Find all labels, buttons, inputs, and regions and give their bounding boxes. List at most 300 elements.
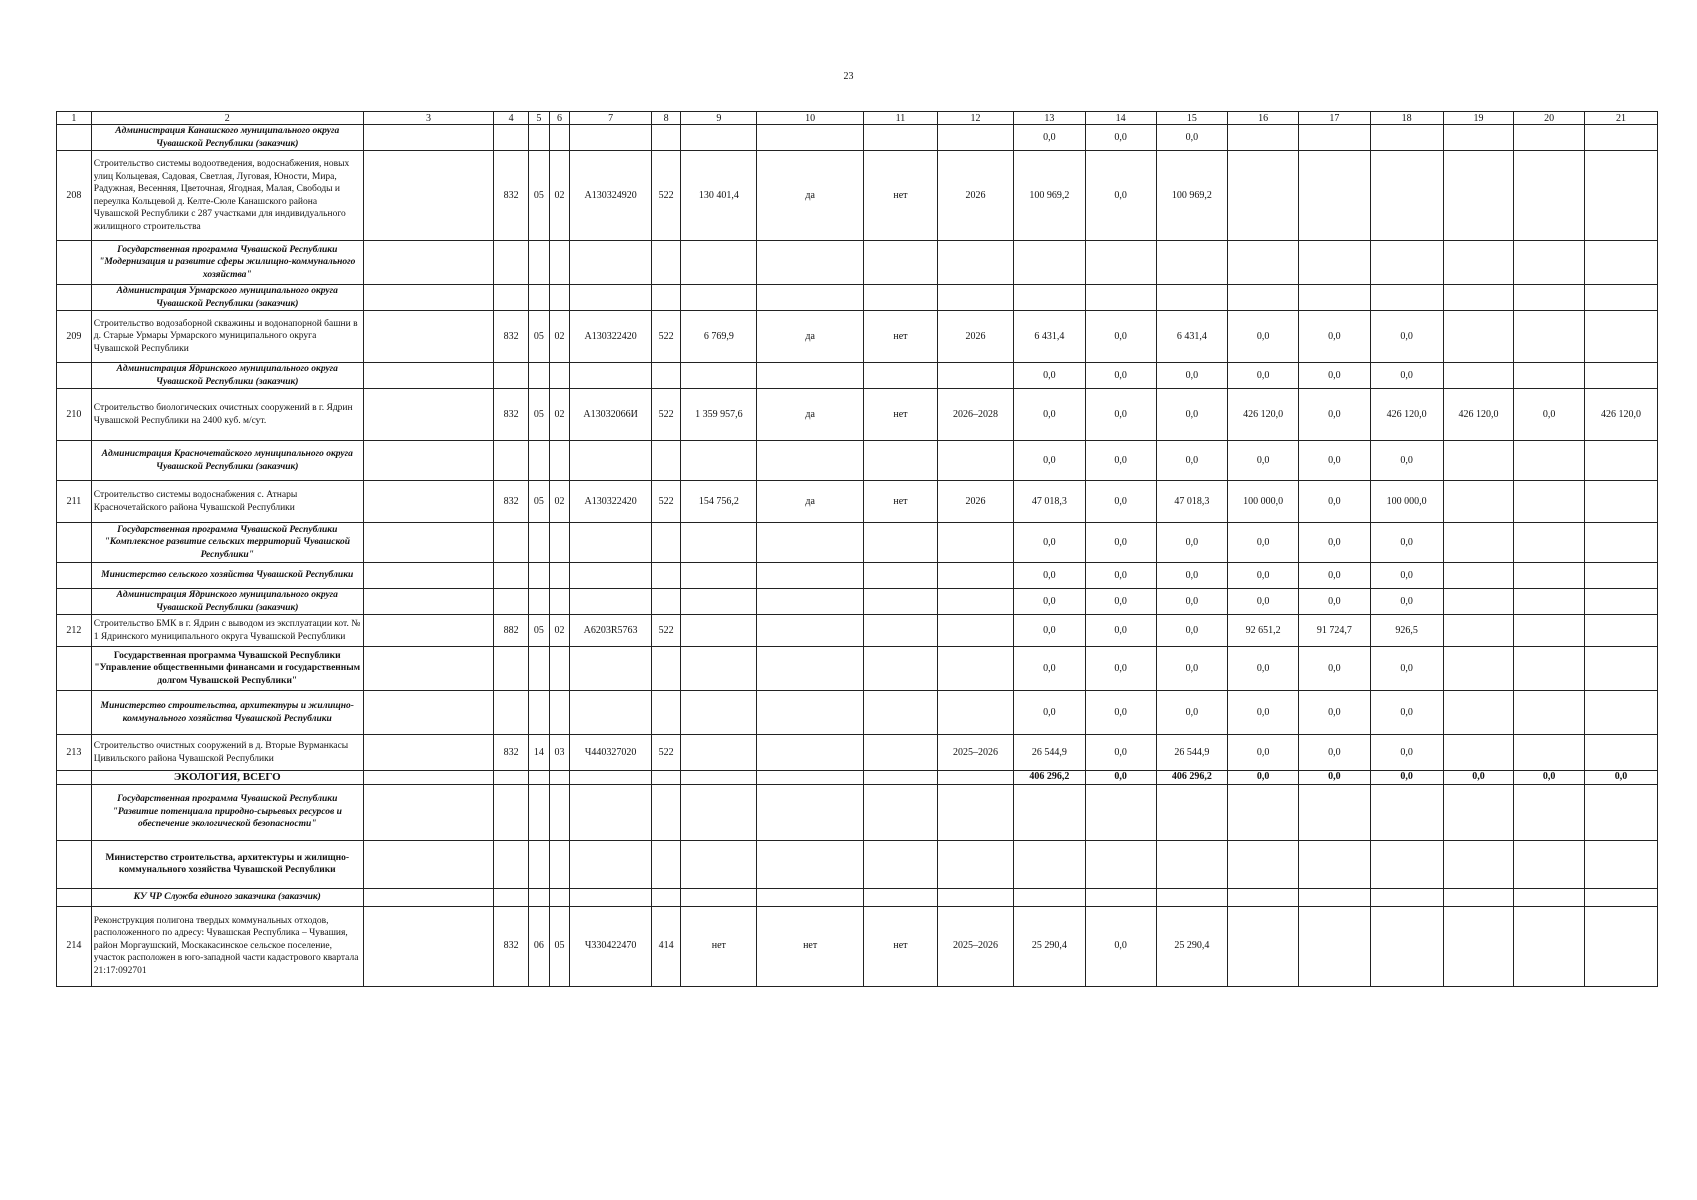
empty-cell	[757, 647, 864, 691]
empty-cell	[863, 888, 937, 906]
value-col-14: 0,0	[1085, 363, 1156, 389]
value-col-16: 0,0	[1228, 563, 1299, 589]
group-label: Государственная программа Чувашской Республики "Комплексное развитие сельских территорий Чувашской Республики"	[91, 523, 363, 563]
cell-c6: 02	[549, 615, 570, 647]
table-row	[57, 784, 1658, 840]
column-number-1: 1	[57, 112, 92, 125]
cell-c8: 522	[651, 735, 680, 771]
empty-cell	[494, 589, 529, 615]
value-col-18	[1370, 125, 1443, 151]
value-col-14: 0,0	[1085, 389, 1156, 441]
value-col-17: 0,0	[1298, 735, 1370, 771]
column-number-19: 19	[1443, 112, 1514, 125]
value-col-21	[1584, 906, 1657, 986]
value-col-15: 100 969,2	[1156, 151, 1228, 241]
table-row	[57, 285, 1658, 311]
empty-cell	[863, 523, 937, 563]
empty-cell	[570, 691, 652, 735]
row-number	[57, 771, 92, 785]
row-number: 212	[57, 615, 92, 647]
empty-cell	[494, 523, 529, 563]
empty-cell	[529, 125, 550, 151]
empty-cell	[863, 771, 937, 785]
row-number	[57, 241, 92, 285]
cell-c4: 832	[494, 311, 529, 363]
cell-c12: 2026–2028	[937, 389, 1013, 441]
column-number-10: 10	[757, 112, 864, 125]
object-name: Строительство водозаборной скважины и водонапорной башни в д. Старые Урмары Урмарского муниципального округа Чувашской Республики	[91, 311, 363, 363]
empty-cell	[363, 523, 494, 563]
value-col-20: 0,0	[1514, 771, 1585, 785]
row-number	[57, 647, 92, 691]
value-col-14: 0,0	[1085, 441, 1156, 481]
table-row	[57, 311, 1658, 363]
empty-cell	[757, 840, 864, 888]
empty-cell	[529, 523, 550, 563]
cell-c12	[937, 615, 1013, 647]
value-col-15: 6 431,4	[1156, 311, 1228, 363]
empty-cell	[570, 840, 652, 888]
column-number-2: 2	[91, 112, 363, 125]
column-number-8: 8	[651, 112, 680, 125]
value-col-21	[1584, 647, 1657, 691]
empty-cell	[651, 840, 680, 888]
object-name: Строительство очистных сооружений в д. Вторые Вурманкасы Цивильского района Чувашской Республики	[91, 735, 363, 771]
cell-c4: 832	[494, 389, 529, 441]
row-number: 209	[57, 311, 92, 363]
empty-cell	[363, 589, 494, 615]
value-col-17: 0,0	[1298, 589, 1370, 615]
cell-c5: 14	[529, 735, 550, 771]
row-number	[57, 523, 92, 563]
empty-cell	[529, 771, 550, 785]
empty-cell	[570, 563, 652, 589]
value-col-21	[1584, 311, 1657, 363]
value-col-18	[1370, 285, 1443, 311]
page-number: 23	[843, 71, 854, 82]
value-col-13	[1014, 285, 1086, 311]
value-col-13: 0,0	[1014, 523, 1086, 563]
group-label: Администрация Красночетайского муниципального округа Чувашской Республики (заказчик)	[91, 441, 363, 481]
value-col-18	[1370, 151, 1443, 241]
empty-cell	[757, 285, 864, 311]
empty-cell	[937, 691, 1013, 735]
empty-cell	[570, 125, 652, 151]
value-col-21	[1584, 589, 1657, 615]
value-col-21	[1584, 784, 1657, 840]
value-col-17	[1298, 784, 1370, 840]
empty-cell	[937, 771, 1013, 785]
empty-cell	[937, 563, 1013, 589]
empty-cell	[363, 363, 494, 389]
value-col-15: 0,0	[1156, 363, 1228, 389]
value-col-18: 0,0	[1370, 771, 1443, 785]
empty-cell	[549, 589, 570, 615]
group-label: Администрация Ядринского муниципального округа Чувашской Республики (заказчик)	[91, 589, 363, 615]
value-col-13	[1014, 840, 1086, 888]
table-row	[57, 906, 1658, 986]
value-col-19	[1443, 125, 1514, 151]
empty-cell	[757, 691, 864, 735]
empty-cell	[549, 241, 570, 285]
value-col-21	[1584, 441, 1657, 481]
cell-c10: да	[757, 151, 864, 241]
empty-cell	[363, 784, 494, 840]
row-number: 214	[57, 906, 92, 986]
table-row	[57, 389, 1658, 441]
value-col-16	[1228, 241, 1299, 285]
investment-objects-table	[56, 111, 1658, 987]
cell-c4: 882	[494, 615, 529, 647]
cell-c9: нет	[681, 906, 757, 986]
table-row	[57, 735, 1658, 771]
empty-cell	[363, 481, 494, 523]
value-col-15	[1156, 285, 1228, 311]
empty-cell	[363, 151, 494, 241]
value-col-13: 0,0	[1014, 441, 1086, 481]
group-label: Администрация Ядринского муниципального округа Чувашской Республики (заказчик)	[91, 363, 363, 389]
empty-cell	[681, 589, 757, 615]
empty-cell	[363, 615, 494, 647]
column-number-21: 21	[1584, 112, 1657, 125]
empty-cell	[549, 523, 570, 563]
value-col-14	[1085, 888, 1156, 906]
value-col-18: 426 120,0	[1370, 389, 1443, 441]
value-col-16	[1228, 285, 1299, 311]
value-col-21	[1584, 523, 1657, 563]
empty-cell	[757, 125, 864, 151]
empty-cell	[363, 125, 494, 151]
cell-c4: 832	[494, 735, 529, 771]
value-col-16: 0,0	[1228, 441, 1299, 481]
empty-cell	[494, 691, 529, 735]
value-col-19	[1443, 840, 1514, 888]
value-col-17	[1298, 285, 1370, 311]
empty-cell	[863, 363, 937, 389]
empty-cell	[757, 241, 864, 285]
value-col-17: 0,0	[1298, 647, 1370, 691]
cell-c8: 522	[651, 151, 680, 241]
row-number	[57, 888, 92, 906]
cell-c9	[681, 735, 757, 771]
value-col-19	[1443, 563, 1514, 589]
empty-cell	[937, 840, 1013, 888]
value-col-18: 0,0	[1370, 363, 1443, 389]
value-col-18: 100 000,0	[1370, 481, 1443, 523]
cell-c11: нет	[863, 389, 937, 441]
empty-cell	[494, 888, 529, 906]
value-col-19	[1443, 784, 1514, 840]
value-col-17	[1298, 840, 1370, 888]
group-label: Государственная программа Чувашской Республики "Развитие потенциала природно-сырьевых ресурсов и обеспечение экологической безопасности"	[91, 784, 363, 840]
value-col-14: 0,0	[1085, 615, 1156, 647]
value-col-15: 406 296,2	[1156, 771, 1228, 785]
empty-cell	[937, 589, 1013, 615]
empty-cell	[494, 363, 529, 389]
value-col-19	[1443, 311, 1514, 363]
row-number	[57, 363, 92, 389]
value-col-14: 0,0	[1085, 906, 1156, 986]
empty-cell	[681, 363, 757, 389]
empty-cell	[651, 125, 680, 151]
table-row	[57, 563, 1658, 589]
value-col-17: 0,0	[1298, 563, 1370, 589]
value-col-15	[1156, 888, 1228, 906]
empty-cell	[549, 285, 570, 311]
cell-c9	[681, 615, 757, 647]
value-col-13: 0,0	[1014, 563, 1086, 589]
empty-cell	[570, 285, 652, 311]
value-col-21	[1584, 563, 1657, 589]
value-col-16: 100 000,0	[1228, 481, 1299, 523]
value-col-20	[1514, 523, 1585, 563]
empty-cell	[937, 125, 1013, 151]
value-col-21	[1584, 241, 1657, 285]
cell-c7: А130322420	[570, 311, 652, 363]
empty-cell	[549, 784, 570, 840]
empty-cell	[651, 888, 680, 906]
value-col-17	[1298, 241, 1370, 285]
cell-c10	[757, 735, 864, 771]
value-col-13	[1014, 241, 1086, 285]
value-col-15: 0,0	[1156, 691, 1228, 735]
empty-cell	[549, 840, 570, 888]
value-col-14: 0,0	[1085, 523, 1156, 563]
cell-c7: А130324920	[570, 151, 652, 241]
empty-cell	[549, 125, 570, 151]
value-col-21	[1584, 363, 1657, 389]
cell-c5: 05	[529, 389, 550, 441]
empty-cell	[681, 888, 757, 906]
empty-cell	[937, 363, 1013, 389]
cell-c7: Ч330422470	[570, 906, 652, 986]
table-row	[57, 363, 1658, 389]
value-col-20	[1514, 441, 1585, 481]
value-col-20	[1514, 151, 1585, 241]
empty-cell	[363, 840, 494, 888]
value-col-21	[1584, 285, 1657, 311]
empty-cell	[570, 771, 652, 785]
value-col-13: 0,0	[1014, 389, 1086, 441]
value-col-16	[1228, 784, 1299, 840]
value-col-15	[1156, 840, 1228, 888]
empty-cell	[363, 285, 494, 311]
value-col-14	[1085, 784, 1156, 840]
empty-cell	[549, 441, 570, 481]
row-number	[57, 840, 92, 888]
empty-cell	[529, 784, 550, 840]
value-col-18	[1370, 888, 1443, 906]
value-col-20	[1514, 735, 1585, 771]
value-col-13	[1014, 888, 1086, 906]
empty-cell	[681, 840, 757, 888]
empty-cell	[363, 389, 494, 441]
empty-cell	[681, 563, 757, 589]
cell-c6: 03	[549, 735, 570, 771]
cell-c11	[863, 735, 937, 771]
empty-cell	[363, 241, 494, 285]
empty-cell	[529, 840, 550, 888]
group-label: Министерство строительства, архитектуры и жилищно-коммунального хозяйства Чувашской Республики	[91, 691, 363, 735]
empty-cell	[681, 125, 757, 151]
empty-cell	[937, 241, 1013, 285]
value-col-21	[1584, 840, 1657, 888]
value-col-13: 25 290,4	[1014, 906, 1086, 986]
cell-c10	[757, 615, 864, 647]
cell-c8: 522	[651, 481, 680, 523]
object-name: Строительство БМК в г. Ядрин с выводом из эксплуатации кот. № 1 Ядринского муниципального округа Чувашской Республики	[91, 615, 363, 647]
empty-cell	[937, 647, 1013, 691]
empty-cell	[757, 363, 864, 389]
value-col-20	[1514, 285, 1585, 311]
empty-cell	[363, 735, 494, 771]
value-col-18: 0,0	[1370, 441, 1443, 481]
value-col-14: 0,0	[1085, 691, 1156, 735]
object-name: Строительство системы водоснабжения с. Атнары Красночетайского района Чувашской Республики	[91, 481, 363, 523]
value-col-20	[1514, 481, 1585, 523]
cell-c5: 05	[529, 615, 550, 647]
value-col-15	[1156, 241, 1228, 285]
cell-c7: Ч440327020	[570, 735, 652, 771]
group-label: Государственная программа Чувашской Республики "Модернизация и развитие сферы жилищно-коммунального хозяйства"	[91, 241, 363, 285]
column-number-20: 20	[1514, 112, 1585, 125]
row-number	[57, 563, 92, 589]
cell-c12: 2026	[937, 151, 1013, 241]
table-row	[57, 151, 1658, 241]
cell-c7: А130322420	[570, 481, 652, 523]
value-col-19	[1443, 589, 1514, 615]
value-col-20	[1514, 906, 1585, 986]
value-col-18: 0,0	[1370, 735, 1443, 771]
empty-cell	[549, 563, 570, 589]
value-col-16: 0,0	[1228, 771, 1299, 785]
value-col-21	[1584, 151, 1657, 241]
cell-c9: 130 401,4	[681, 151, 757, 241]
empty-cell	[681, 285, 757, 311]
value-col-15: 0,0	[1156, 389, 1228, 441]
cell-c10: нет	[757, 906, 864, 986]
table-row	[57, 647, 1658, 691]
empty-cell	[494, 647, 529, 691]
value-col-20	[1514, 691, 1585, 735]
cell-c9: 154 756,2	[681, 481, 757, 523]
value-col-16: 0,0	[1228, 311, 1299, 363]
column-number-14: 14	[1085, 112, 1156, 125]
empty-cell	[757, 888, 864, 906]
group-label: Администрация Урмарского муниципального округа Чувашской Республики (заказчик)	[91, 285, 363, 311]
column-number-5: 5	[529, 112, 550, 125]
value-col-17: 0,0	[1298, 523, 1370, 563]
value-col-18: 0,0	[1370, 563, 1443, 589]
empty-cell	[570, 241, 652, 285]
value-col-18	[1370, 784, 1443, 840]
value-col-18	[1370, 906, 1443, 986]
empty-cell	[494, 285, 529, 311]
value-col-14	[1085, 840, 1156, 888]
value-col-20	[1514, 311, 1585, 363]
empty-cell	[494, 125, 529, 151]
value-col-17	[1298, 906, 1370, 986]
empty-cell	[937, 888, 1013, 906]
table-row	[57, 481, 1658, 523]
column-number-4: 4	[494, 112, 529, 125]
value-col-18: 926,5	[1370, 615, 1443, 647]
table-row	[57, 441, 1658, 481]
row-number	[57, 285, 92, 311]
column-number-17: 17	[1298, 112, 1370, 125]
table-row	[57, 589, 1658, 615]
value-col-18: 0,0	[1370, 523, 1443, 563]
cell-c6: 02	[549, 311, 570, 363]
value-col-13: 0,0	[1014, 125, 1086, 151]
empty-cell	[651, 363, 680, 389]
empty-cell	[494, 241, 529, 285]
row-number	[57, 589, 92, 615]
cell-c4: 832	[494, 481, 529, 523]
column-number-15: 15	[1156, 112, 1228, 125]
empty-cell	[757, 441, 864, 481]
empty-cell	[529, 441, 550, 481]
empty-cell	[757, 563, 864, 589]
value-col-19	[1443, 523, 1514, 563]
empty-cell	[757, 589, 864, 615]
empty-cell	[363, 691, 494, 735]
column-number-row	[57, 112, 1658, 125]
table-row	[57, 241, 1658, 285]
value-col-13: 100 969,2	[1014, 151, 1086, 241]
empty-cell	[363, 771, 494, 785]
value-col-19	[1443, 151, 1514, 241]
cell-c10: да	[757, 389, 864, 441]
value-col-14: 0,0	[1085, 563, 1156, 589]
empty-cell	[651, 441, 680, 481]
empty-cell	[937, 285, 1013, 311]
value-col-18: 0,0	[1370, 311, 1443, 363]
empty-cell	[651, 523, 680, 563]
value-col-16	[1228, 888, 1299, 906]
cell-c7: А6203R5763	[570, 615, 652, 647]
empty-cell	[937, 523, 1013, 563]
value-col-15: 0,0	[1156, 523, 1228, 563]
empty-cell	[757, 784, 864, 840]
column-number-13: 13	[1014, 112, 1086, 125]
empty-cell	[651, 241, 680, 285]
value-col-20	[1514, 241, 1585, 285]
value-col-13: 47 018,3	[1014, 481, 1086, 523]
value-col-19	[1443, 647, 1514, 691]
empty-cell	[494, 441, 529, 481]
value-col-15	[1156, 784, 1228, 840]
empty-cell	[529, 589, 550, 615]
empty-cell	[651, 563, 680, 589]
value-col-13: 406 296,2	[1014, 771, 1086, 785]
column-number-18: 18	[1370, 112, 1443, 125]
value-col-16	[1228, 125, 1299, 151]
cell-c10: да	[757, 311, 864, 363]
empty-cell	[651, 589, 680, 615]
value-col-19	[1443, 285, 1514, 311]
column-number-6: 6	[549, 112, 570, 125]
value-col-17: 0,0	[1298, 441, 1370, 481]
column-number-9: 9	[681, 112, 757, 125]
value-col-14: 0,0	[1085, 589, 1156, 615]
table-row	[57, 888, 1658, 906]
table-row	[57, 840, 1658, 888]
empty-cell	[651, 691, 680, 735]
empty-cell	[570, 888, 652, 906]
group-label: Администрация Канашского муниципального округа Чувашской Республики (заказчик)	[91, 125, 363, 151]
value-col-14: 0,0	[1085, 771, 1156, 785]
